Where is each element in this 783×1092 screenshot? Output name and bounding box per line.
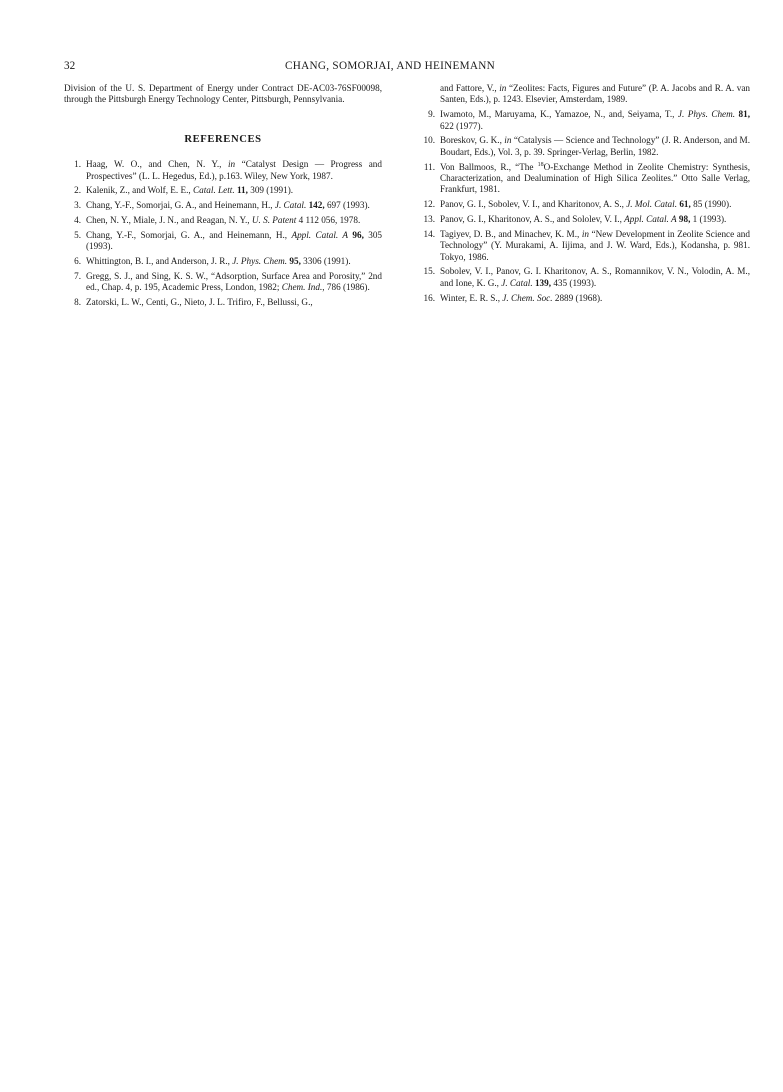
reference-item [64, 215, 382, 226]
page-number: 32 [64, 60, 76, 72]
reference-text-segment: “Catalyst Design — Progress and Prospectives” (L. L. Hegedus, Ed.), p.163. Wiley, New York, 1987. [86, 159, 382, 181]
reference-item [64, 297, 382, 308]
reference-text-segment: 139, [534, 277, 552, 288]
page-header [64, 60, 716, 76]
reference-text-segment: 697 (1993). [324, 200, 370, 211]
reference-number: 5. [74, 229, 81, 240]
reference-item [418, 199, 750, 210]
reference-text-segment: in [499, 83, 507, 93]
reference-number: 15. [423, 266, 435, 277]
reference-text-segment: in [504, 135, 512, 146]
reference-text-segment: , 786 (1986). [322, 282, 370, 293]
reference-number: 9. [428, 109, 435, 120]
reference-text-segment: 96, [352, 229, 364, 240]
reference-number: 7. [74, 270, 81, 281]
reference-text-segment: Kalenik, Z., and Wolf, E. E., [86, 185, 194, 196]
reference-number: 16. [423, 292, 435, 303]
reference-item [64, 185, 382, 196]
reference-text-segment: 2889 (1968). [552, 292, 603, 303]
reference-text-segment: O-Exchange Method in Zeolite Chemistry: Synthesis, Characterization, and Dealumination of High Silica Zeolites.” Otto Salle Verlag, Frankfurt, 1981. [440, 161, 751, 195]
reference-text-segment: 435 (1993). [551, 277, 597, 288]
reference-text-segment: 305 (1993). [86, 229, 383, 252]
reference-text-segment: Von Ballmoos, R., “The [440, 161, 538, 172]
reference-list-continued [418, 109, 750, 304]
reference-text-segment: in [227, 159, 236, 170]
reference-text-segment: and Fattore, V., [440, 83, 500, 93]
reference-item [64, 159, 382, 182]
reference-text-segment: Winter, E. R. S., [440, 292, 503, 303]
reference-number: 4. [74, 215, 81, 226]
reference-text-segment: J. Chem. Soc. [502, 292, 553, 303]
reference-item [418, 109, 750, 132]
reference-text-segment: Sobolev, V. I., Panov, G. I. Kharitonov, A. S., Romannikov, V. N., Volodin, A. M., and Ione, K. G., [440, 266, 750, 288]
reference-text-segment: Chen, N. Y., Miale, J. N., and Reagan, N. Y., [86, 215, 252, 226]
reference-text-segment: J. Mol. Catal. [626, 199, 678, 210]
left-column [64, 83, 382, 312]
reference-text-segment: Gregg, S. J., and Sing, K. S. W., “Adsorption, Surface Area and Porosity,” 2nd ed., Chap. 4, p. 195, Academic Press, London, 1982; [86, 270, 382, 293]
reference-text-segment: J. Catal. [501, 277, 533, 288]
reference-number: 6. [74, 256, 81, 267]
reference-text-segment: 11, [236, 185, 248, 196]
reference-text-segment: U. S. Patent [251, 215, 297, 226]
reference-text-segment: “New Development in Zeolite Science and Technology” (Y. Murakami, A. Iijima, and J. W. Ward, Eds.), Kodansha, p. 981. Tokyo, 1986. [440, 228, 750, 262]
reference-item [418, 162, 750, 196]
reference-text-segment: Haag, W. O., and Chen, N. Y., [86, 159, 228, 170]
reference-number: 1. [74, 159, 81, 170]
reference-text-segment: Zatorski, L. W., Centi, G., Nieto, J. L. Trifiro, F., Bellussi, G., [86, 297, 313, 308]
reference-text-segment: “Catalysis — Science and Technology” (J. R. Anderson, and M. Boudart, Eds.), Vol. 3, p. 39. Springer-Verlag, Berlin, 1982. [440, 135, 750, 157]
reference-text-segment: 85 (1990). [690, 199, 732, 210]
reference-text-segment: 142, [308, 200, 325, 211]
reference-text-segment: 95, [289, 256, 301, 267]
reference-number: 8. [74, 297, 81, 308]
reference-item [418, 266, 750, 289]
reference-item [64, 200, 382, 211]
reference-text-segment: 1 (1993). [690, 214, 727, 225]
reference-text-segment: Panov, G. I., Kharitonov, A. S., and Sololev, V. I., [440, 214, 625, 225]
reference-number: 13. [423, 214, 435, 225]
right-column [418, 83, 750, 307]
reference-text-segment: in [581, 228, 589, 239]
reference-item [64, 230, 382, 253]
reference-item [418, 214, 750, 225]
reference-text-segment: 3306 (1991). [300, 256, 351, 267]
reference-text-segment: J. Phys. Chem. [677, 109, 736, 120]
reference-text-segment: Iwamoto, M., Maruyama, K., Yamazoe, N., and, Seiyama, T., [440, 109, 678, 120]
reference-text-segment: 4 112 056, 1978. [296, 215, 361, 226]
references-heading: REFERENCES [184, 133, 262, 145]
reference-text-segment: Boreskov, G. K., [440, 135, 505, 146]
reference-text-segment: Appl. Catal. A [624, 214, 677, 225]
reference-text-segment: J. Phys. Chem. [232, 256, 288, 267]
running-head: CHANG, SOMORJAI, AND HEINEMANN [284, 60, 496, 72]
reference-text-segment: Whittington, B. I., and Anderson, J. R., [86, 256, 233, 267]
reference-list [64, 159, 382, 308]
reference-text-segment: Appl. Catal. A [291, 229, 349, 240]
reference-text-segment: Panov, G. I., Sobolev, V. I., and Kharitonov, A. S., [440, 199, 627, 210]
reference-text-segment: Catal. Lett. [193, 185, 235, 196]
reference-number: 14. [423, 228, 435, 239]
acknowledgment-text: Division of the U. S. Department of Energy under Contract DE-AC03-76SF00098, through the Pittsburgh Energy Technology Center, Pittsburgh, Pennsylvania. [64, 83, 382, 105]
reference-text-segment: 61, [679, 199, 691, 210]
reference-item [418, 229, 750, 263]
reference-item [64, 271, 382, 294]
reference-number: 11. [423, 161, 435, 172]
reference-number: 10. [423, 135, 435, 146]
reference-text-segment: Tagiyev, D. B., and Minachev, K. M., [440, 228, 582, 239]
reference-text-segment: Chem. Ind. [281, 282, 323, 293]
reference-text-segment: Chang, Y.-F., Somorjai, G. A., and Heinemann, H., [86, 229, 292, 240]
reference-item [418, 293, 750, 304]
reference-number: 3. [74, 200, 81, 211]
reference-text-segment: 98, [678, 214, 691, 225]
reference-item [64, 256, 382, 267]
reference-text-segment: 81, [738, 109, 751, 120]
reference-text-segment: 18 [537, 161, 544, 168]
reference-text-segment: 309 (1991). [247, 185, 294, 196]
reference-item [418, 135, 750, 158]
reference-number: 12. [423, 199, 435, 210]
reference-text-segment: J. Catal. [274, 200, 307, 211]
reference-text-segment: “Zeolites: Facts, Figures and Future” (P. A. Jacobs and R. A. van Santen, Eds.), p. 1243. Elsevier, Amsterdam, 1989. [440, 83, 750, 105]
reference-8-continuation [418, 83, 750, 106]
reference-text-segment: Chang, Y.-F., Somorjai, G. A., and Heinemann, H., [86, 200, 275, 211]
reference-number: 2. [74, 185, 81, 196]
reference-text-segment: 622 (1977). [440, 120, 483, 131]
